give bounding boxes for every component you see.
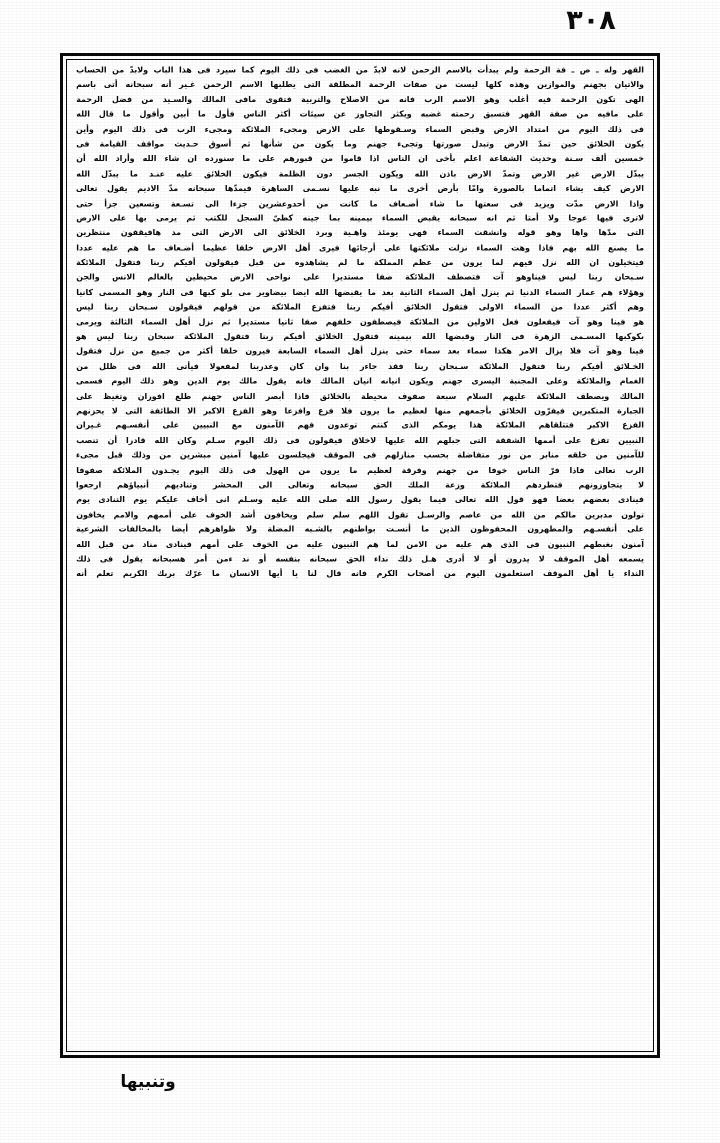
text-line: لا يتجاوزونهم فتطردهم الملائكة وزعة الملك الحق سبحانه وتعالى الى المحشر وتناديهم أنبياؤهم ارجعوا [76,480,644,490]
text-frame-inner-rule [66,59,654,1052]
text-line: فى ذلك اليوم من امتداد الارض وقبض السماء وسـقوطها على الارض ومجىء الملائكة ومجىء الرب فى ذلك اليوم وأين [76,124,644,134]
text-line: بكوكبها المسـمى الزهرة فى النار وقبضها الله بيمينه فتقول الخلائق أفيكم ربنا فتقول الملائكة سبحان ربنا ليس هو [76,331,644,342]
text-line: تولون مدبرين مالكم من الله من عاصم والرسـل تقول اللهم سلم سلم ويخافون أشد الخوف على أممهم والامم يخافون [76,509,644,520]
text-line: التى مدّها واها وهو قوله وانشقت السماء فهى يومئذ واهـية وبرد الخلائق الى الارض التى مد هافيقفون منتظرين [76,228,644,238]
text-line: فيتخيلون ان الله نزل فيهم لما يرون من عظم المملكة ما لم يشاهدوه من قبل فيقولون أفيكم ربنا فتقول الملائكة [76,257,644,268]
text-line: للآمنين من خلقه منابر من نور متفاضلة بحسب منازلهم فى الموقف فيجلسون عليها آمنين مبشرين من وذلك قبل مجىء [76,450,644,460]
text-line: الهى تكون الرحمة فيه أغلب وهو الاسم الرب فانه من الاصلاح والتربية فتقوى مافى المالك والسـيد من فضل الرحمة [76,94,644,105]
text-line: وهؤلاء هم عمار السماء الدنيا ثم ينزل أهل السماء الثانية بعد ما يقبضها الله ايضا بيضاوير مى بلو كبها فى النار وهو المسمى كانيا [76,287,644,297]
text-line: الارض كيف يشاء اتماما بالصورة وامّا بأرض أخرى ما نبه عليها نسـمى الساهرة فيمدّها سبحانه مدّ الاديم يقول تعالى [76,183,644,193]
text-frame-outer-rule [60,53,660,1058]
text-line: على مافيه من صفة القهر فتسبق رحمته غضبه ويكثر التجاوز عن سيئات أكثر الناس فأول ما أبين وأقول ما قال الله [76,109,644,119]
text-line: هو فينا وهو آت فيفعلون فعل الاولين من الملائكة فيصطفون خلفهم صفا ثانيا مستديرا ثم نزل أهل السماء الثالثة ويرمى [76,317,644,327]
text-line: الفزع الاكبر فتتلقاهم الملائكة هذا يومكم الذى كنتم توعدون فهم الآمنون مع النبيين على أنفسـهم غـيران [76,420,644,431]
text-line: خمسين ألف سـنة وحديث الشفاعة اعلم بأخى ان الناس اذا قاموا من قبورهم على ما سنورده ان شاء الله وأراد الله أن [76,154,644,164]
text-line: وهم أكثر عددا من السماء الاولى فتقول الخلائق أفيكم ربنا فتفزع الملائكة من قولهم فيقولون سـبحان ربنا ليس [76,302,644,312]
text-line: النداء يا أهل الموقف استعلمون اليوم من أصحاب الكرم فانه قال لنا يا أيها الانسان ما غرّك بربك الكريم تعلم أنه [76,569,644,579]
text-line: آمنون بغبطهم النبيون فى الذى هم عليه من الامن لما هم النبيون عليه من الخوف على أمهم فينادى مناد من قبل الله [76,539,644,549]
text-line: الجبارة المتكبرين فيفرّون الخلائق بأجمعهم منها لعظيم ما يرون فلا فزع وافزعا وهو الفزع الاكبر الا الطائفة التى لا يحزنهم [76,406,644,416]
text-line: النبيين تفزع على أممها الشفقة التى جبلهم الله عليها لاخلاق فيقولون فى ذلك اليوم سـلم وكان الله قادرا أن تنصب [76,435,644,445]
text-line: على أنفسـهم والمطهرون المحفوظون الذين ما أنسـت بواطنهم بالشـبه المضلة ولا ظواهرهم أيضا بالمخالفات الشرعية [76,524,644,534]
text-line: فينادى بعضهم بعضا فهو قول الله تعالى فيما يقول رسول الله صلى الله عليه وسـلم انى أخاف عليكم يوم التنادى يوم [76,494,644,505]
text-line: والاتيان بجهنم والموازين وهذه كلها ليست من صفات الرحمة المطلقة التى يطلبها الاسم الرحمن غـير أنه سبحانه أتى باسم [76,79,644,90]
text-line: الغمام والملائكة وعلى المجنبة اليسرى جهنم ويكون انيانه انيان المالك فانه يقول مالك يوم الدين وهو ذلك اليوم فسمى [76,376,644,386]
text-line: ما يصنع الله بهم فاذا وهت السماء نزلت ملائكتها على أرجائها فيرى أهل الارض خلقا عظيما أضـعاف ما هم عليه عددا [76,243,644,253]
catchword: وتنبيها [120,1072,176,1092]
text-line: الخـلائق أفيكم ربنا فتقول الملائكة سـبحان ربنا فقد جاءر بنا وان كان وعدربنا لمفعولا فيأتى الله فى ظلل من [76,361,644,371]
folio-number: ٣٠٨ [566,5,616,36]
body-text-block [67,60,653,1052]
text-line: يبدّل الارض غير الارض وتمدّ الارض باذن الله ويكون الجسر دون الظلمة فيكون الخلائق عليه عنـد ما يبدّل الله [76,168,644,179]
text-line: واذا الارض مدّت ويزيد فى سعتها ما شاء أضـعاف ما كانت من أحدوعشرين جزءا الى تسـعة وتسعين جزأ حتى [76,198,644,208]
text-line: يسمعه أهل الموقف لا يدرون أو لا أدرى هـل ذلك نداء الحق سبحانه بنفسه أو ند ءمن أمر هسبحانه يقول فى ذلك [76,554,644,564]
text-line: الرب تعالى فاذا فرّ الناس خوفا من جهنم وفرقة لعظيم ما يرون من الهول فى ذلك اليوم يجـدون الملائكة صفوفا [76,465,644,475]
text-line: سـبحان ربنا ليس فيناوهو آت فتصطف الملائكة صفا مستديرا على نواحى الارض محيطين بالعالم الانس والجن [76,272,644,282]
text-line: فينا وهو آت فلا يزال الامر هكذا سماء بعد سماء حتى ينزل أهل السماء السابعة فيرون خلقا أكثر من جميع من نزل فتقول [76,346,644,357]
text-line: المالك ويصطف الملائكة عليهم السلام سبعة صفوف محيطة بالخلائق فاذا أبصر الناس جهنم طلع افوران وتغيظ على [76,391,644,401]
text-line: القهر وله ـ ص ـ فة الرحمة ولم يبدأت بالاسم الرحمن لانه لابدّ من الغضب فى ذلك اليوم كما سيرد فى هذا الباب ولابدّ من الحساب [76,65,644,75]
text-line: يكون الخلائق حين تمدّ الارض وتبدل صورتها وتجىء جهنم وما يكون من شأنها ثم أسوق حـديث مواقف القيامة فى [76,139,644,149]
text-line: لاترى فيها عوجا ولا أمتا ثم انه سبحانه يقبض السماء بيمينه بما جينه كطىّ السجل للكتب ثم يرمى بها على الارض [76,213,644,223]
